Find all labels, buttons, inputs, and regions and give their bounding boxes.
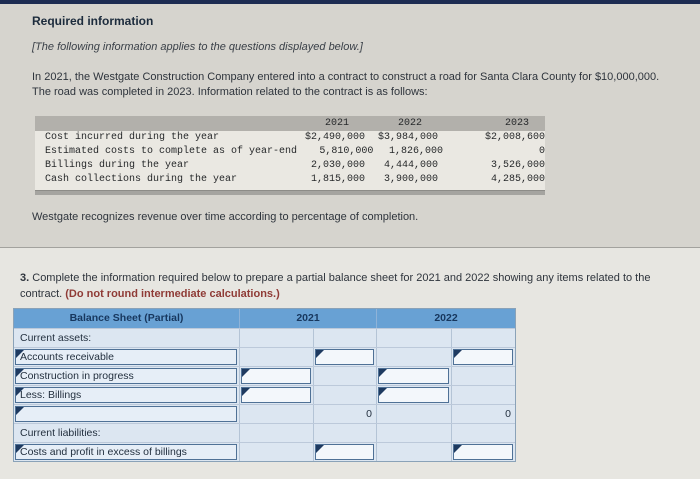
cell-value: 0 <box>539 146 546 158</box>
question-emphasis: (Do not round intermediate calculations.) <box>65 287 280 300</box>
column-header-2021: 2021 <box>239 309 376 328</box>
required-information-title: Required information <box>32 14 154 28</box>
section-label: Current assets: <box>20 332 92 344</box>
dropdown-marker-icon <box>454 445 462 453</box>
dropdown-marker-icon <box>454 350 462 358</box>
revenue-recognition-note: Westgate recognizes revenue over time according to percentage of completion. <box>32 210 419 223</box>
row-label: Less: Billings <box>20 389 82 401</box>
cell-value: 4,444,000 <box>383 160 438 172</box>
dropdown-marker-icon <box>379 369 387 377</box>
dropdown-marker-icon <box>379 388 387 396</box>
balance-sheet-title: Balance Sheet (Partial) <box>69 312 184 324</box>
section-label: Current liabilities: <box>20 427 101 439</box>
question-text <box>20 271 680 303</box>
table-row <box>35 173 545 187</box>
label-select-less-billings[interactable] <box>15 387 237 403</box>
row-label: Billings during the year <box>45 160 190 172</box>
label-select-empty[interactable] <box>15 406 237 422</box>
problem-intro-text: In 2021, the Westgate Construction Company entered into a contract to construct a road for Santa Clara County for $10,000,000. The road was completed in 2023. Information related to the contract is as follows: <box>32 71 660 99</box>
balance-sheet-header-row <box>14 309 515 328</box>
dropdown-marker-icon <box>16 388 24 396</box>
input-accounts-receivable-2021[interactable] <box>315 349 374 365</box>
balance-sheet-table <box>13 308 516 462</box>
question-body: Complete the information required below to prepare a partial balance sheet for 2021 and 2022 showing any items related to the contract. <box>20 272 651 300</box>
label-select-costs-profit-excess[interactable] <box>15 444 237 460</box>
cell-value: $2,008,600 <box>484 132 545 144</box>
row-label: Accounts receivable <box>20 351 114 363</box>
year-header-2022: 2022 <box>397 117 422 129</box>
dropdown-marker-icon <box>16 350 24 358</box>
applies-below-subtitle: [The following information applies to the questions displayed below.] <box>32 41 363 53</box>
required-information-panel <box>0 4 700 247</box>
cell-value: 3,900,000 <box>383 174 438 186</box>
dropdown-marker-icon <box>316 445 324 453</box>
cell-value: 5,810,000 <box>319 146 374 158</box>
row-label: Cash collections during the year <box>45 174 238 186</box>
dropdown-marker-icon <box>16 369 24 377</box>
dropdown-marker-icon <box>16 445 24 453</box>
row-label: Estimated costs to complete as of year-end <box>45 146 298 158</box>
contract-data-table <box>35 116 545 195</box>
label-select-accounts-receivable[interactable] <box>15 349 237 365</box>
column-header-2022: 2022 <box>376 309 515 328</box>
label-select-construction-in-progress[interactable] <box>15 368 237 384</box>
table-row-construction-in-progress <box>14 366 515 385</box>
input-less-billings-2021[interactable] <box>241 387 311 403</box>
cell-value: $3,984,000 <box>377 132 438 144</box>
table-row <box>35 131 545 145</box>
question-panel <box>0 248 700 479</box>
cell-value: 3,526,000 <box>490 160 545 172</box>
input-construction-in-progress-2021[interactable] <box>241 368 311 384</box>
total-value-2021: 0 <box>313 405 376 423</box>
table-row <box>35 145 545 159</box>
dropdown-marker-icon <box>242 369 250 377</box>
table-row-current-liabilities <box>14 423 515 442</box>
cell-value: 1,815,000 <box>310 174 365 186</box>
table-row-costs-profit-excess-billings <box>14 442 515 461</box>
cell-value: 4,285,000 <box>490 174 545 186</box>
table-row-net-total <box>14 404 515 423</box>
cell-value: 2,030,000 <box>310 160 365 172</box>
table-bottom-border <box>35 190 545 195</box>
row-label: Cost incurred during the year <box>45 132 220 144</box>
input-less-billings-2022[interactable] <box>378 387 449 403</box>
dropdown-marker-icon <box>16 407 24 415</box>
row-label: Costs and profit in excess of billings <box>20 446 187 458</box>
cell-value: 1,826,000 <box>388 146 443 158</box>
year-header-2023: 2023 <box>504 117 529 129</box>
total-value-2022: 0 <box>451 405 515 423</box>
input-accounts-receivable-2022[interactable] <box>453 349 513 365</box>
question-number: 3. <box>20 272 30 284</box>
dropdown-marker-icon <box>316 350 324 358</box>
table-row-accounts-receivable <box>14 347 515 366</box>
year-header-2021: 2021 <box>324 117 349 129</box>
input-costs-profit-excess-2022[interactable] <box>453 444 513 460</box>
input-costs-profit-excess-2021[interactable] <box>315 444 374 460</box>
table-row <box>35 159 545 173</box>
input-construction-in-progress-2022[interactable] <box>378 368 449 384</box>
contract-table-header-row <box>35 116 545 131</box>
cell-value: $2,490,000 <box>304 132 365 144</box>
dropdown-marker-icon <box>242 388 250 396</box>
row-label: Construction in progress <box>20 370 134 382</box>
table-row-less-billings <box>14 385 515 404</box>
table-row-current-assets <box>14 328 515 347</box>
